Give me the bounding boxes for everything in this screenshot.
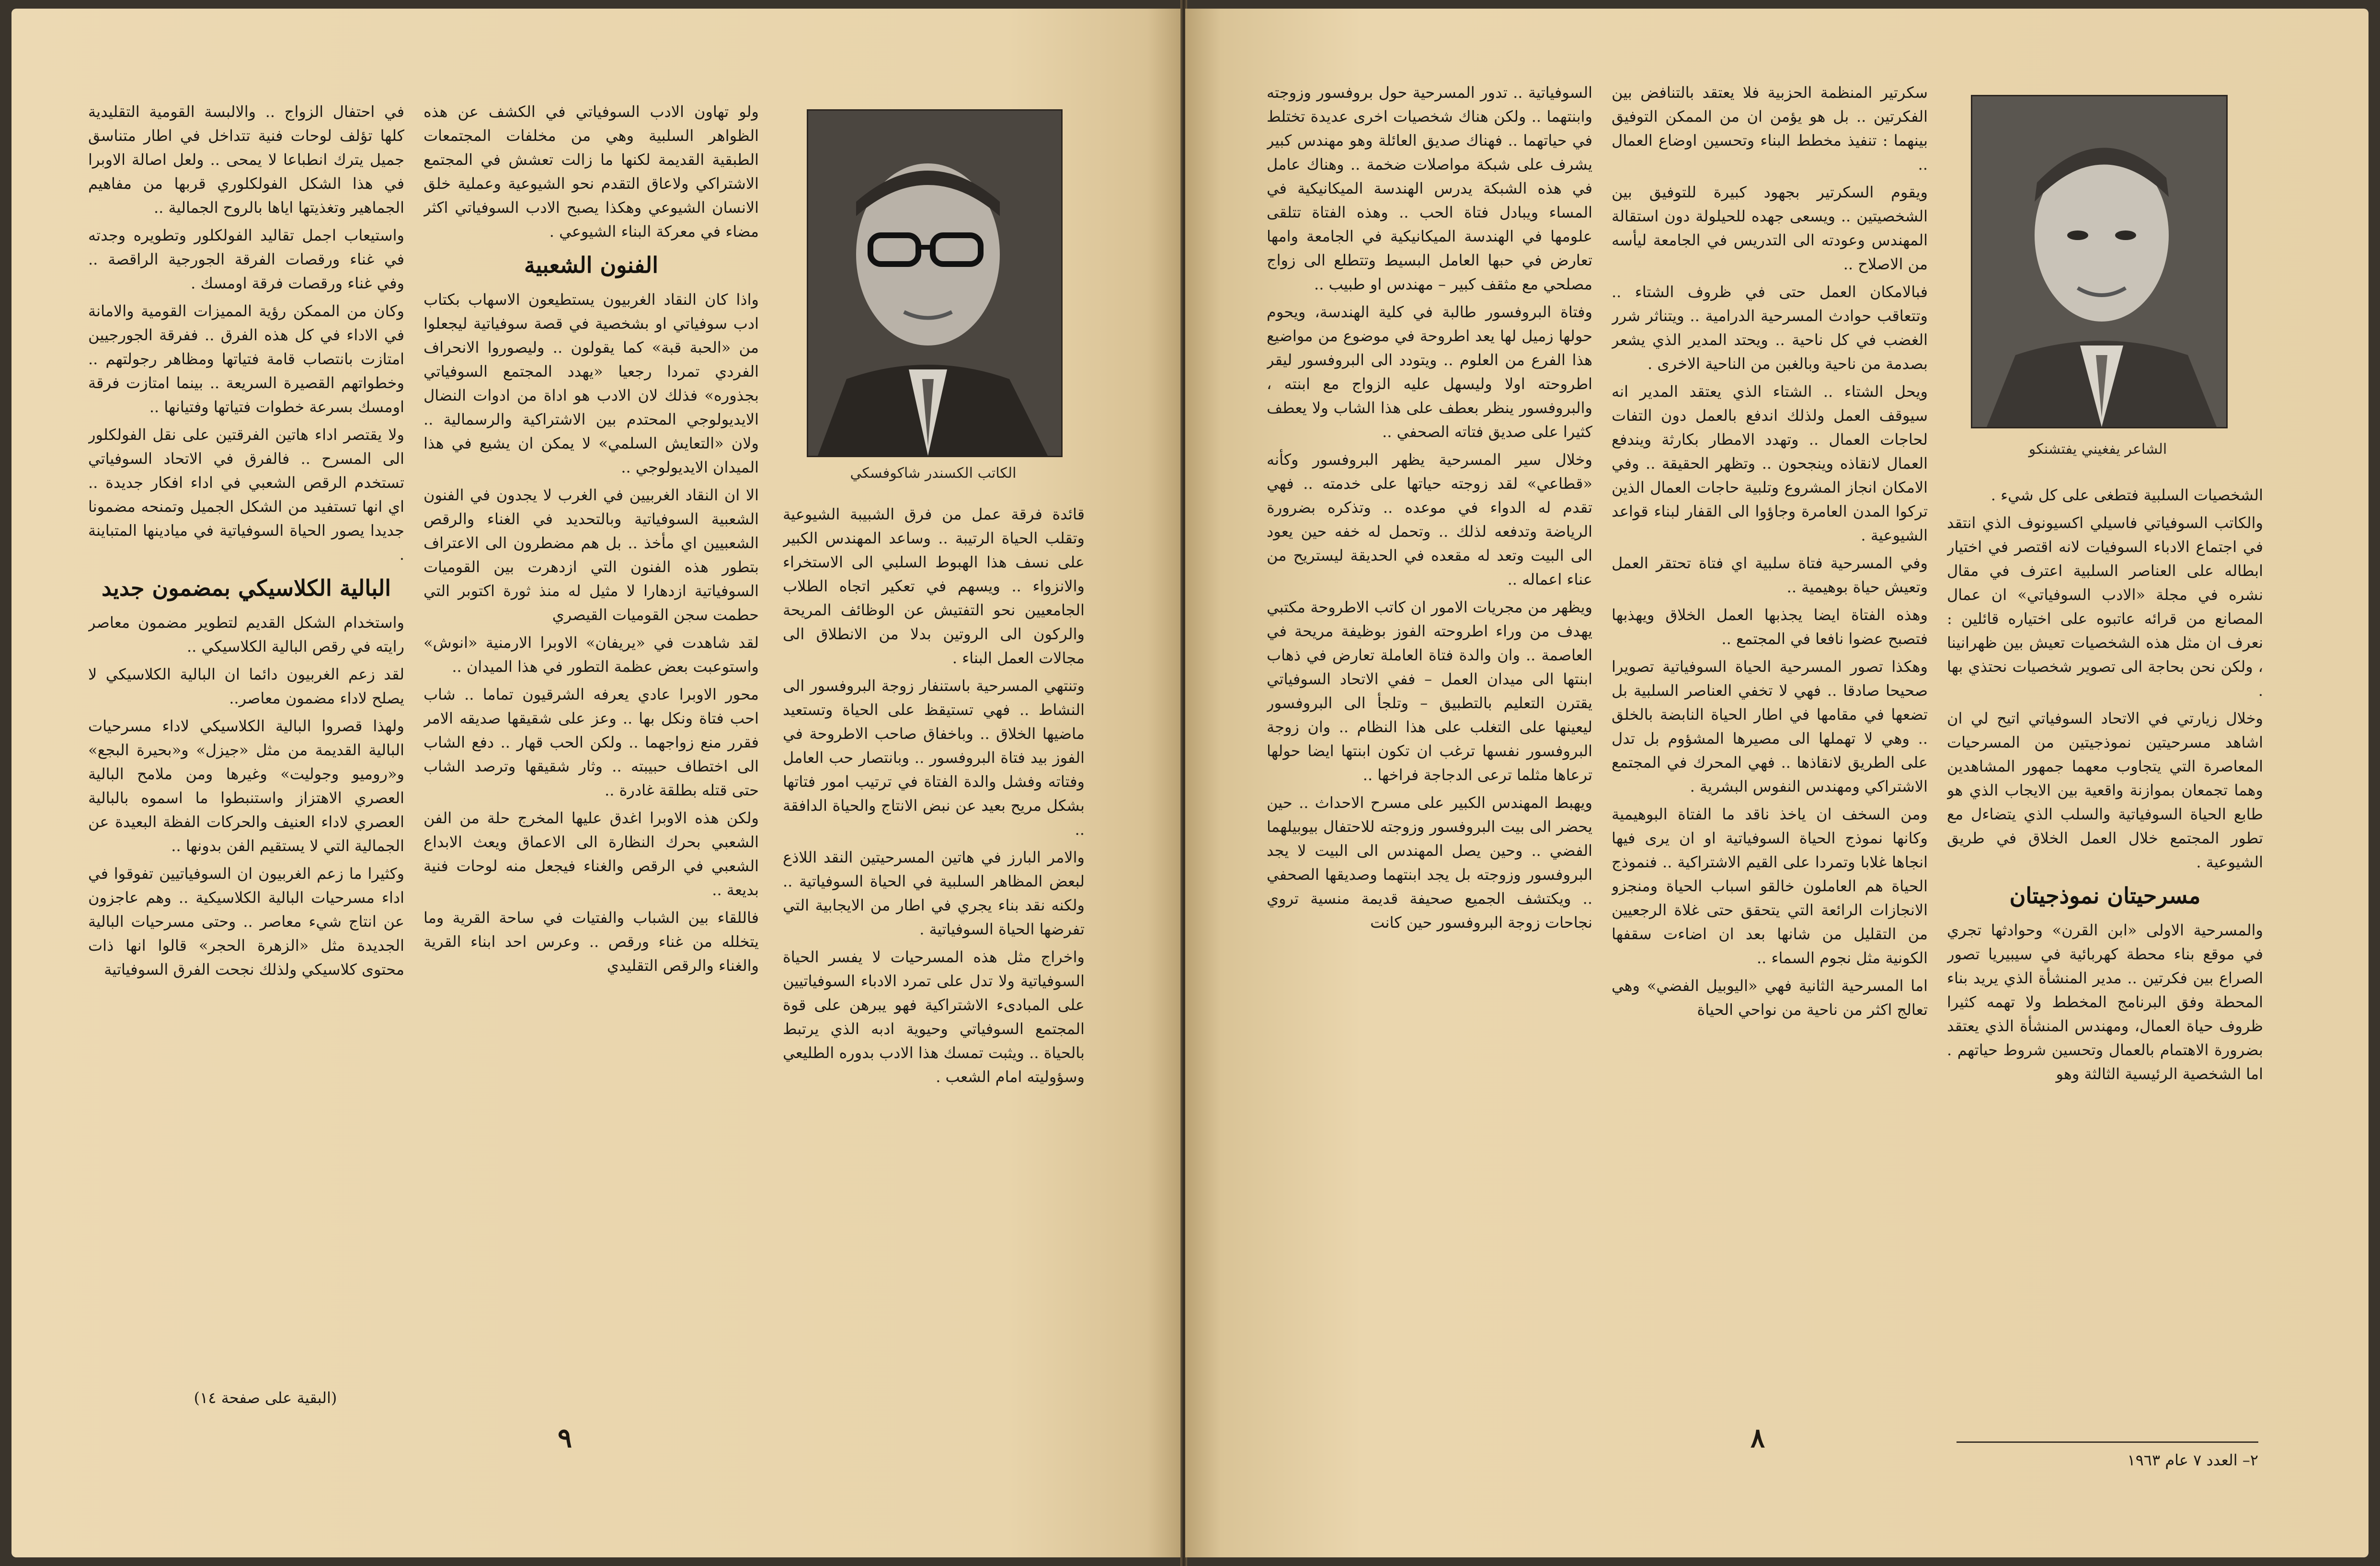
paragraph: محور الاوبرا عادي يعرفه الشرقيون تماما .. شاب احب فتاة ونكل بها .. وعز على شقيقها صديقه الامر فقرر منع زواجهما .. ولكن الحب قهار .. دفع الشاب الى اختطاف حبيبته .. وثار شقيقها وترصد الشاب حتى قتله بطلقة غادرة .. xyxy=(423,685,759,799)
paragraph: اما المسرحية الثانية فهي «اليوبيل الفضي» وهي تعالج اكثر من ناحية من نواحي الحياة xyxy=(1612,977,1928,1019)
right-col-1 xyxy=(1947,483,2263,1441)
issue-footer: ٢– العدد ٧ عام ١٩٦٣ xyxy=(2127,1451,2258,1469)
photo-yevgeny-yevtushenko xyxy=(1971,95,2228,428)
paragraph: الشخصيات السلبية فتطغى على كل شيء . xyxy=(1991,486,2263,504)
paragraph: سكرتير المنظمة الحزبية فلا يعتقد بالتنافض بين الفكرتين .. بل هو يؤمن ان من الممكن التوفيق بينهما : تنفيذ مخطط البناء وتحسين اوضاع العمال .. xyxy=(1612,83,1928,173)
section-heading: البالية الكلاسيكي بمضمون جديد xyxy=(101,575,391,601)
left-page xyxy=(11,9,1182,1557)
paragraph: ويقوم السكرتير بجهود كبيرة للتوفيق بين الشخصيتين .. ويسعى جهده للحيلولة دون استقالة المهندس وعودته الى التدريس في الجامعة ليأسه من الاصلاح .. xyxy=(1612,183,1928,273)
section-heading: مسرحيتان نموذجيتان xyxy=(2009,883,2201,909)
continued-note: (البقية على صفحة ١٤) xyxy=(194,1389,337,1407)
paragraph: قائدة فرقة عمل من فرق الشبيبة الشيوعية وتقلب الحياة الرتيبة .. وساعد المهندس الكبير على نسف هذا الهبوط السلبي الى الاستخراء والانزواء .. ويسهم في تعكير اتجاه الطلاب الجامعيين نحو التفتيش عن الوظائف المريحة والركون الى الروتين بدلا من الانطلاق الى مجالات العمل البناء . xyxy=(783,505,1085,667)
photo-alexander-shakovsky xyxy=(807,109,1063,457)
paragraph: ويهبط المهندس الكبير على مسرح الاحداث .. حين يحضر الى بيت البروفسور وزوجته للاحتفال بيوبيلهما الفضي .. وحين يصل المهندس الى البيت لا يجد البروفسور وزوجته بل يجد ابنتهما وصديقها الصحفي .. ويكتشف الجميع صحيفة قديمة منسية تروي نجاحات زوجة البروفسور حين كانت xyxy=(1267,794,1592,932)
paragraph: الا ان النقاد الغربيين في الغرب لا يجدون في الفنون الشعبية السوفياتية وبالتحديد في الغناء والرقص الشعبيين اي مأخذ .. بل هم مضطرون الى الاعتراف بتطور هذه الفنون التي ازدهرت بين القوميات السوفياتية ازدهارا لا مثيل له منذ ثورة اكتوبر التي حطمت سجن القوميات القيصري xyxy=(423,486,759,624)
paragraph: السوفياتية .. تدور المسرحية حول بروفسور وزوجته وابنتهما .. ولكن هناك شخصيات اخرى عديدة تختلط في حياتهما .. فهناك صديق العائلة وهو مهندس كبير يشرف على شبكة مواصلات ضخمة .. وهناك عامل في هذه الشبكة يدرس الهندسة الميكانيكية في المساء ويبادل فتاة الحب .. وهذه الفتاة تتلقى علومها في الهندسة الميكانيكية في الجامعة وامها تعارض في حبها العامل البسيط وتتطلع الى زواج مصلحي مع مثقف كبير – مهندس او طبيب .. xyxy=(1267,83,1592,293)
paragraph: واخراج مثل هذه المسرحيات لا يفسر الحياة السوفياتية ولا تدل على تمرد الادباء السوفياتيين على المبادىء الاشتراكية فهو يبرهن على قوة المجتمع السوفياتي وحيوية ادبه الذي يرتبط بالحياة .. ويثبت تمسك هذا الادب بدوره الطليعي وسؤوليته امام الشعب . xyxy=(783,948,1085,1086)
paragraph: والمسرحية الاولى «ابن القرن» وحوادثها تجري في موقع بناء محطة كهربائية في سيبيريا تصور الصراع بين فكرتين .. مدير المنشأة الذي يريد بناء المحطة وفق البرنامج المخطط ولا تهمه كثيرا ظروف حياة العمال، ومهندس المنشأة الذي يعتقد بضرورة الاهتمام بالعمال وتحسين شروط حياتهم . اما الشخصية الرئيسية الثالثة وهو xyxy=(1947,921,2263,1083)
left-col-1 xyxy=(783,502,1085,1528)
right-col-2 xyxy=(1612,81,1928,1518)
paragraph: في احتفال الزواج .. والالبسة القومية التقليدية كلها تؤلف لوحات فنية تتداخل في اطار متناسق جميل يترك انطباعا لا يمحى .. ولعل اصالة الاوبرا في هذا الشكل الفولكلوري قربها من مفاهيم الجماهير وتغذيتها اياها بالروح الجمالية .. xyxy=(88,103,404,217)
section-heading: الفنون الشعبية xyxy=(524,252,658,278)
paragraph: ولهذا قصروا البالية الكلاسيكي لاداء مسرحيات البالية القديمة من مثل «جيزل» و«بحيرة البجع» و«روميو وجوليت» وغيرها ومن ملامح البالية العصري الاهتزاز واستنبطوا ما اسموه بالبالية العصري لاداء العنيف والحركات الفظة البعيدة عن الجمالية التي لا يستقيم الفن بدونها .. xyxy=(88,717,404,855)
portrait-man-glasses-icon xyxy=(808,111,1061,456)
left-col-3 xyxy=(88,100,404,1384)
paragraph: وهذه الفتاة ايضا يجذبها العمل الخلاق ويهذبها فتصبح عضوا نافعا في المجتمع .. xyxy=(1612,606,1928,648)
photo-caption: الشاعر يفغيني يفتشنكو xyxy=(2028,441,2167,458)
paragraph: لقد زعم الغربيون دائما ان البالية الكلاسيكي لا يصلح لاداء مضمون معاصر.. xyxy=(88,665,404,707)
paragraph: وكثيرا ما زعم الغربيون ان السوفياتيين تفوقوا في اداء مسرحيات البالية الكلاسيكية .. وهم عاجزون عن انتاج شيء معاصر .. وحتى مسرحيات البالية الجديدة مثل «الزهرة الحجر» قالوا انها ذات محتوى كلاسيكي ولذلك نجحت الفرق السوفياتية xyxy=(88,864,404,979)
paragraph: واستخدام الشكل القديم لتطوير مضمون معاصر رايته في رقص البالية الكلاسيكي .. xyxy=(88,613,404,656)
paragraph: وفتاة البروفسور طالبة في كلية الهندسة، ويحوم حولها زميل لها يعد اطروحة في موضوع من مواضيع هذا الفرع من العلوم .. ويتودد الى البروفسور ليقر اطروحته اولا وليسهل عليه الزواج مع ابنته ، والبروفسور ينظر بعطف على هذا الشاب ولا يعطف كثيرا على صديق فتاته الصحفي .. xyxy=(1267,303,1592,441)
paragraph: وهكذا تصور المسرحية الحياة السوفياتية تصويرا صحيحا صادقا .. فهي لا تخفي العناصر السلبية بل تضعها في مقامها في اطار الحياة النابضة بالخلق .. وهي لا تهملها الى مصيرها المشؤوم بل تدل على الطريق لانقاذها .. فهي المحرك في المجتمع الاشتراكي ومهندس النفوس البشرية . xyxy=(1612,657,1928,795)
paragraph: واذا كان النقاد الغربيون يستطيعون الاسهاب بكتاب ادب سوفياتي او بشخصية في قصة سوفياتية ليجعلوا من «الحبة قبة» كما يقولون .. وليصوروا الانحراف الفردي تمردا رجعيا «يهدد المجتمع السوفياتي بجذوره» فذلك لان الادب هو اداة من ادوات النضال الايديولوجي المحتدم بين الاشتراكية والرسمالية .. ولان «التعايش السلمي» لا يمكن ان يشيع في هذا الميدان الايديولوجي .. xyxy=(423,290,759,476)
paragraph: ويحل الشتاء .. الشتاء الذي يعتقد المدير انه سيوقف العمل ولذلك اندفع بالعمل دون التفات لحاجات العمال .. وتهدد الامطار بكارثة ويندفع العمال لانقاذه وينجحون .. وتظهر الحقيقة .. وفي الامكان انجاز المشروع وتلبية حاجات العمال الذين تركوا المدن العامرة وجاؤوا الى القفار لبناء قواعد الشيوعية . xyxy=(1612,382,1928,544)
paragraph: وخلال سير المسرحية يظهر البروفسور وكأنه «قطاعي» لقد زوجته حياتها على خدمته .. فهي تقدم له الدواء في موعده .. وتذكره بضرورة الرياضة وتدفعه لذلك .. وتحمل له خفه حين يعود الى البيت وتعد له مقعده في الحديقة ليستريح من عناء اعماله .. xyxy=(1267,450,1592,588)
portrait-man-icon xyxy=(1972,96,2226,427)
photo-caption: الكاتب الكسندر شاكوفسكي xyxy=(850,465,1017,482)
paragraph: فبالامكان العمل حتى في ظروف الشتاء .. وتتعاقب حوادث المسرحية الدرامية .. ويتناثر شرر الغضب في كل ناحية .. ويحتد المدير الذي يشعر بصدمة من ناحية وبالغبن من الناحية الاخرى . xyxy=(1612,283,1928,373)
footer-rule xyxy=(1957,1441,2258,1443)
page-number: ٨ xyxy=(1751,1422,1765,1454)
paragraph: ولكن هذه الاوبرا اغدق عليها المخرج حلة من الفن الشعبي بحرك النظارة الى الاعماق ويعث الابداع الشعبي في الرقص والغناء فيجعل منه لوحات فنية بديعة .. xyxy=(423,809,759,899)
paragraph: واستيعاب اجمل تقاليد الفولكلور وتطويره وجدته في غناء ورقصات الفرقة الجورجية الراقصة .. وفي غناء ورقصات فرقة اومسك . xyxy=(88,226,404,292)
paragraph: ومن السخف ان ياخذ ناقد ما الفتاة البوهيمية وكانها نموذج الحياة السوفياتية او ان يرى فيها انجاها غلابا وتمردا على القيم الاشتراكية .. فنموذج الحياة هم العاملون خالقو اسباب الحياة ومنجزو الانجازات الرائعة التي يتحقق حتى غلاة الرجعيين من التقليل من شانها بعد ان اضاءت سقفها الكونية مثل نجوم السماء .. xyxy=(1612,805,1928,967)
paragraph: ويظهر من مجريات الامور ان كاتب الاطروحة مكتبي يهدف من وراء اطروحته الفوز بوظيفة مريحة في العاصمة .. وان والدة فتاة العاملة تعارض في ذهاب ابنتها الى ميدان العمل – ففي الاتحاد السوفياتي يقترن التعليم بالتطبيق – وتلجأ الى البروفسور ليعينها على التغلب على هذا النظام .. وان زوجة البروفسور نفسها ترغب ان تكون ابنتها ايضا حولها ترعاها مثلما ترعى الدجاجة فراخها .. xyxy=(1267,598,1592,784)
paragraph: والكاتب السوفياتي فاسيلي اكسيونوف الذي انتقد في اجتماع الادباء السوفيات لانه اقتصر في اختيار ابطاله على العناصر السلبية اعترف في مقال نشره في مجلة «الادب السوفياتي» ان عمال المصانع من قرائه عاتبوه على اختياره قائلين : نعرف ان مثل هذه الشخصيات تعيش بين ظهرانينا ، ولكن نحن بحاجة الى تصوير شخصيات نحتذي بها . xyxy=(1947,514,2263,700)
page-number: ٩ xyxy=(558,1422,572,1454)
paragraph: وخلال زيارتي في الاتحاد السوفياتي اتيح لي ان اشاهد مسرحيتين نموذجيتين من المسرحيات المعاصرة التي يتجاوب معهما جمهور المشاهدين وهما تجمعان بموازنة واقعية بين الايجاب الذي هو طابع الحياة السوفياتية والسلب الذي يتضاءل مع تطور المجتمع خلال العمل الخلاق في طريق الشيوعية . xyxy=(1947,709,2263,871)
paragraph: فاللقاء بين الشباب والفتيات في ساحة القرية وما يتخلله من غناء ورقص .. وعرس احد ابناء القرية والغناء والرقص التقليدي xyxy=(423,909,759,975)
paragraph: ولا يقتصر اداء هاتين الفرقتين على نقل الفولكلور الى المسرح .. فالفرق في الاتحاد السوفياتي تستخدم الرقص الشعبي في اداء افكار جديدة .. اي انها تستفيد من الشكل الجميل وتمنحه مضمونا جديدا يصور الحياة السوفياتية في ميادينها المتباينة . xyxy=(88,426,404,564)
left-col-2 xyxy=(423,100,759,1518)
paragraph: وفي المسرحية فتاة سلبية اي فتاة تحتقر العمل وتعيش حياة بوهيمية .. xyxy=(1612,554,1928,596)
right-col-3 xyxy=(1267,81,1592,1518)
paragraph: وتنتهي المسرحية باستنفار زوجة البروفسور الى النشاط .. فهي تستيقظ على الحياة وتستعيد ماضيها الخلاق .. وباخفاق صاحب الاطروحة في الفوز بيد فتاة البروفسور .. وبانتصار حب العامل وفتاته وفشل والدة الفتاة في ترتيب امور فتاتها بشكل مريح بعيد عن نبض الانتاج والحياة الدافقة .. xyxy=(783,677,1085,839)
paragraph: والامر البارز في هاتين المسرحيتين النقد اللاذع لبعض المظاهر السلبية في الحياة السوفياتية .. ولكنه نقد بناء يجري في اطار من الايجابية التي تفرضها الحياة السوفياتية . xyxy=(783,848,1085,938)
paragraph: وكان من الممكن رؤية المميزات القومية والامانة في الاداء في كل هذه الفرق .. ففرقة الجورجيين امتازت بانتصاب قامة فتياتها ومظاهر رجولتهم .. وخطواتهم القصيرة السريعة .. بينما امتازت فرقة اومسك بسرعة خطوات فتياتها وفتيانها .. xyxy=(88,302,404,416)
paragraph: ولو تهاون الادب السوفياتي في الكشف عن هذه الظواهر السلبية وهي من مخلفات المجتمعات الطبقية القديمة لكنها ما زالت تعشش في المجتمع الاشتراكي ولاعاق التقدم نحو الشيوعية وعملية خلق الانسان الشيوعي وهكذا يصبح الادب السوفياتي اكثر مضاء في معركة البناء الشيوعي . xyxy=(423,103,759,241)
right-page xyxy=(1185,9,2369,1557)
paragraph: لقد شاهدت في «يريفان» الاوبرا الارمنية «انوش» واستوعبت بعض عظمة التطور في هذا الميدان .. xyxy=(423,633,759,676)
